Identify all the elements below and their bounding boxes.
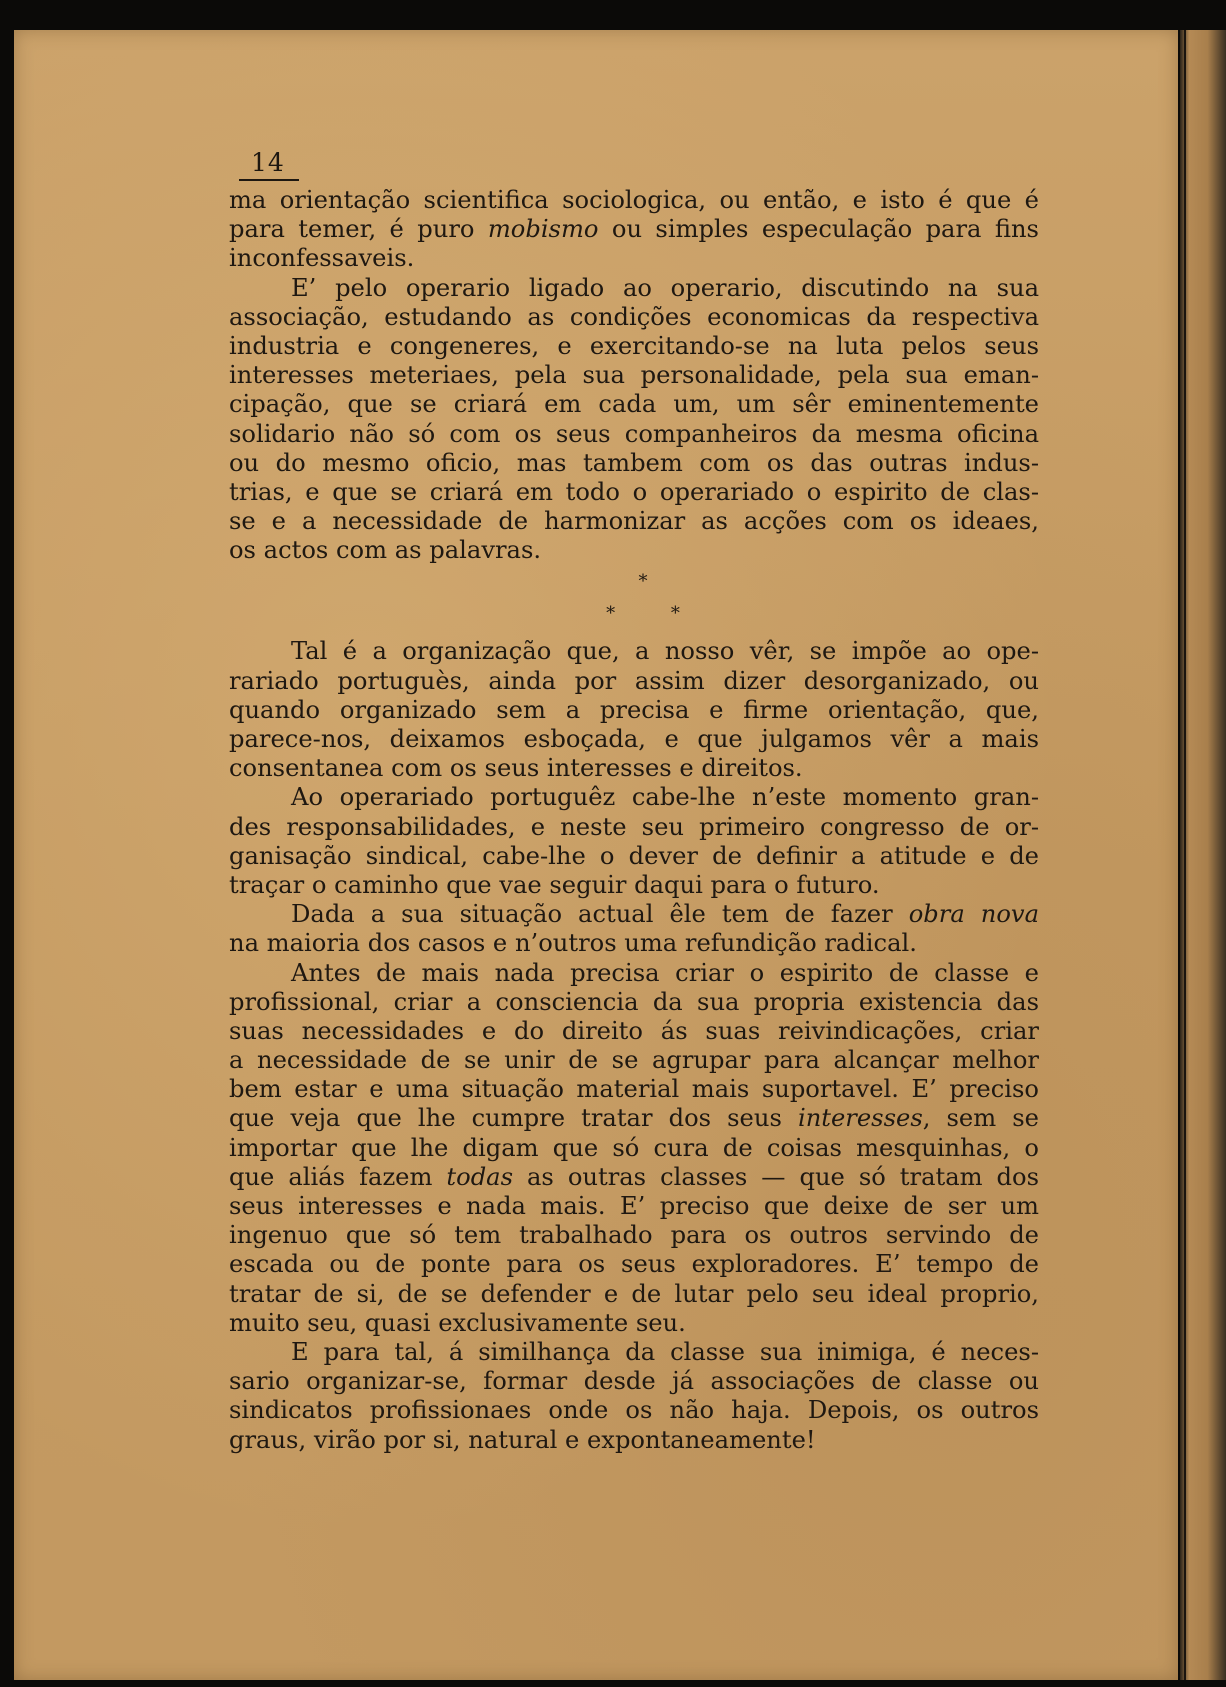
text-line: bem estar e uma situação material mais suportavel. E’ preciso	[229, 1075, 1039, 1104]
italic-word: todas	[446, 1162, 514, 1191]
text-line: associação, estudando as condições economicas da respectiva	[229, 302, 1039, 331]
text-line: rariado portuguès, ainda por assim dizer desorganizado, ou	[229, 666, 1039, 695]
text-line: sindicatos profissionaes onde os não haja. Depois, os outros	[229, 1396, 1039, 1425]
text-line: quando organizado sem a precisa e firme orientação, que,	[229, 695, 1039, 724]
text-fragment: para temer, é puro	[229, 215, 488, 244]
text-line: seus interesses e nada mais. E’ preciso que deixe de ser um	[229, 1192, 1039, 1220]
text-line: suas necessidades e do direito ás suas reivindicações, criar	[229, 1016, 1039, 1045]
text-fragment: Dada a sua situação actual êle tem de fazer	[291, 900, 909, 929]
text-line: Tal é a organização que, a nosso vêr, se impõe ao ope-	[291, 637, 1039, 666]
text-line: se e a necessidade de harmonizar as acções com os ideaes,	[229, 507, 1039, 536]
italic-word: interesses	[797, 1104, 923, 1133]
text-line: industria e congeneres, e exercitando-se na luta pelos seus	[229, 331, 1039, 360]
text-line: ou do mesmo oficio, mas tambem com os das outras indus-	[229, 448, 1039, 477]
text-line	[229, 1104, 1039, 1133]
text-line: inconfessaveis.	[229, 244, 415, 273]
book-page	[14, 30, 1178, 1680]
text-line: tratar de si, de se defender e de lutar pelo seu ideal proprio,	[229, 1279, 1039, 1308]
text-line: parece-nos, deixamos esboçada, e que julgamos vêr a mais	[229, 725, 1039, 753]
text-line: Ao operariado portuguêz cabe-lhe n’este momento gran-	[291, 783, 1039, 812]
text-line: E para tal, á similhança da classe sua inimiga, é neces-	[291, 1337, 1039, 1366]
text-line	[229, 900, 1039, 929]
page-fold-line	[1184, 30, 1186, 1680]
text-line: profissional, criar a consciencia da sua propria existencia das	[229, 987, 1039, 1016]
text-line: trias, e que se criará em todo o operariado o espirito de clas-	[229, 477, 1039, 506]
page-text	[229, 186, 1039, 1455]
text-line: graus, virão por si, natural e expontaneamente!	[229, 1425, 816, 1454]
page-number: 14	[239, 148, 299, 181]
section-divider	[229, 565, 1039, 637]
text-fragment: que veja que lhe cumpre tratar dos seus	[229, 1104, 798, 1133]
text-fragment: que aliás fazem	[229, 1162, 447, 1191]
text-line: Antes de mais nada precisa criar o espirito de classe e	[291, 958, 1039, 987]
text-line: os actos com as palavras.	[229, 536, 542, 565]
text-line: E’ pelo operario ligado ao operario, discutindo na sua	[291, 273, 1039, 302]
text-fragment: , sem se	[922, 1104, 1039, 1133]
text-line: solidario não só com os seus companheiros da mesma oficina	[229, 419, 1039, 448]
text-line: muito seu, quasi exclusivamente seu.	[229, 1308, 686, 1337]
italic-phrase: obra nova	[908, 900, 1039, 929]
text-line: escada ou de ponte para os seus exploradores. E’ tempo de	[229, 1250, 1039, 1279]
text-line: des responsabilidades, e neste seu primeiro congresso de or-	[229, 812, 1039, 841]
text-line: traçar o caminho que vae seguir daqui para o futuro.	[229, 870, 880, 899]
asterism-top: *	[638, 571, 648, 593]
text-line: a necessidade de se unir de se agrupar para alcançar melhor	[229, 1046, 1039, 1075]
text-line	[229, 215, 1039, 244]
text-line: sario organizar-se, formar desde já associações de classe ou	[229, 1367, 1039, 1396]
text-line: importar que lhe digam que só cura de coisas mesquinhas, o	[229, 1133, 1039, 1162]
text-fragment: ou simples especulação para fins	[598, 215, 1039, 244]
text-line	[229, 1163, 1039, 1192]
text-line: ma orientação scientifica sociologica, ou então, e isto é que é	[229, 186, 1039, 214]
adjacent-page-edge	[1180, 30, 1226, 1680]
text-fragment: as outras classes — que só tratam dos	[513, 1162, 1040, 1191]
text-line: ganisação sindical, cabe-lhe o dever de definir a atitude e de	[229, 841, 1039, 870]
text-line: cipação, que se criará em cada um, um sêr eminentemente	[229, 390, 1039, 419]
asterism-bottom: * *	[606, 603, 680, 625]
italic-word: mobismo	[487, 215, 599, 244]
text-line: na maioria dos casos e n’outros uma refundição radical.	[229, 929, 917, 958]
text-line: ingenuo que só tem trabalhado para os outros servindo de	[229, 1221, 1039, 1250]
text-line: consentanea com os seus interesses e direitos.	[229, 754, 803, 783]
text-line: interesses meteriaes, pela sua personalidade, pela sua eman-	[229, 361, 1039, 390]
